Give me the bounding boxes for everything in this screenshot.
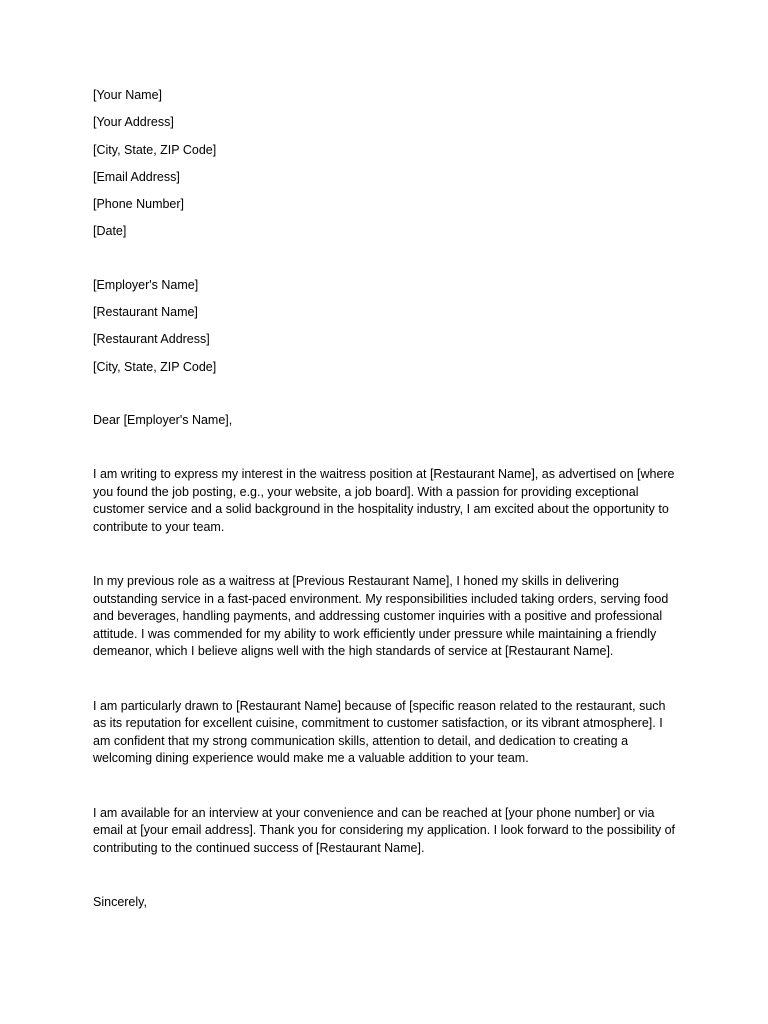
salutation: Dear [Employer's Name], [93, 412, 233, 427]
spacer [93, 386, 678, 412]
sender-block [93, 87, 678, 241]
body-paragraph-experience: In my previous role as a waitress at [Previous Restaurant Name], I honed my skills in delivering outstanding service in a fast-paced environment. My responsibilities included taking orders, serving food and beverages, handling payments, and addressing customer inquiries with a positive and professional attitude. I was commended for my ability to work efficiently under pressure while maintaining a friendly demeanor, which I believe aligns well with the high standards of service at [Restaurant Name]. [93, 574, 669, 659]
body-paragraph-intro: I am writing to express my interest in the waitress position at [Restaurant Name], as advertised on [where you found the job posting, e.g., your website, a job board]. With a passion for providing exceptional customer service and a solid background in the hospitality industry, I am excited about the opportunity to contribute to your team. [93, 467, 675, 534]
body-paragraph-availability: I am available for an interview at your convenience and can be reached at [your phone number] or via email at [your email address]. Thank you for considering my application. I look forward to the possibility of contributing to the continued success of [Restaurant Name]. [93, 805, 675, 855]
sender-name: [Your Name] [93, 88, 163, 102]
recipient-city-state-zip: [City, State, ZIP Code] [93, 359, 217, 374]
sender-phone: [Phone Number] [93, 197, 185, 212]
letter-body [93, 87, 678, 912]
spacer [93, 251, 678, 277]
closing: Sincerely, [93, 895, 147, 910]
body-paragraph-motivation: I am particularly drawn to [Restaurant Name] because of [specific reason related to the restaurant, such as its reputation for excellent cuisine, commitment to customer satisfaction, or its vibrant atmosphere]. I am confident that my strong communication skills, attention to detail, and dedication to creating a welcoming dining experience would make me a valuable addition to your team. [93, 698, 666, 766]
sender-email: [Email Address] [93, 169, 180, 184]
recipient-block [93, 277, 678, 376]
recipient-restaurant-address: [Restaurant Address] [93, 332, 210, 347]
recipient-restaurant-name: [Restaurant Name] [93, 305, 198, 320]
letter-date: [Date] [93, 224, 127, 239]
recipient-employer-name: [Employer's Name] [93, 277, 199, 292]
sender-address: [Your Address] [93, 115, 174, 130]
sender-city-state-zip: [City, State, ZIP Code] [93, 142, 217, 157]
